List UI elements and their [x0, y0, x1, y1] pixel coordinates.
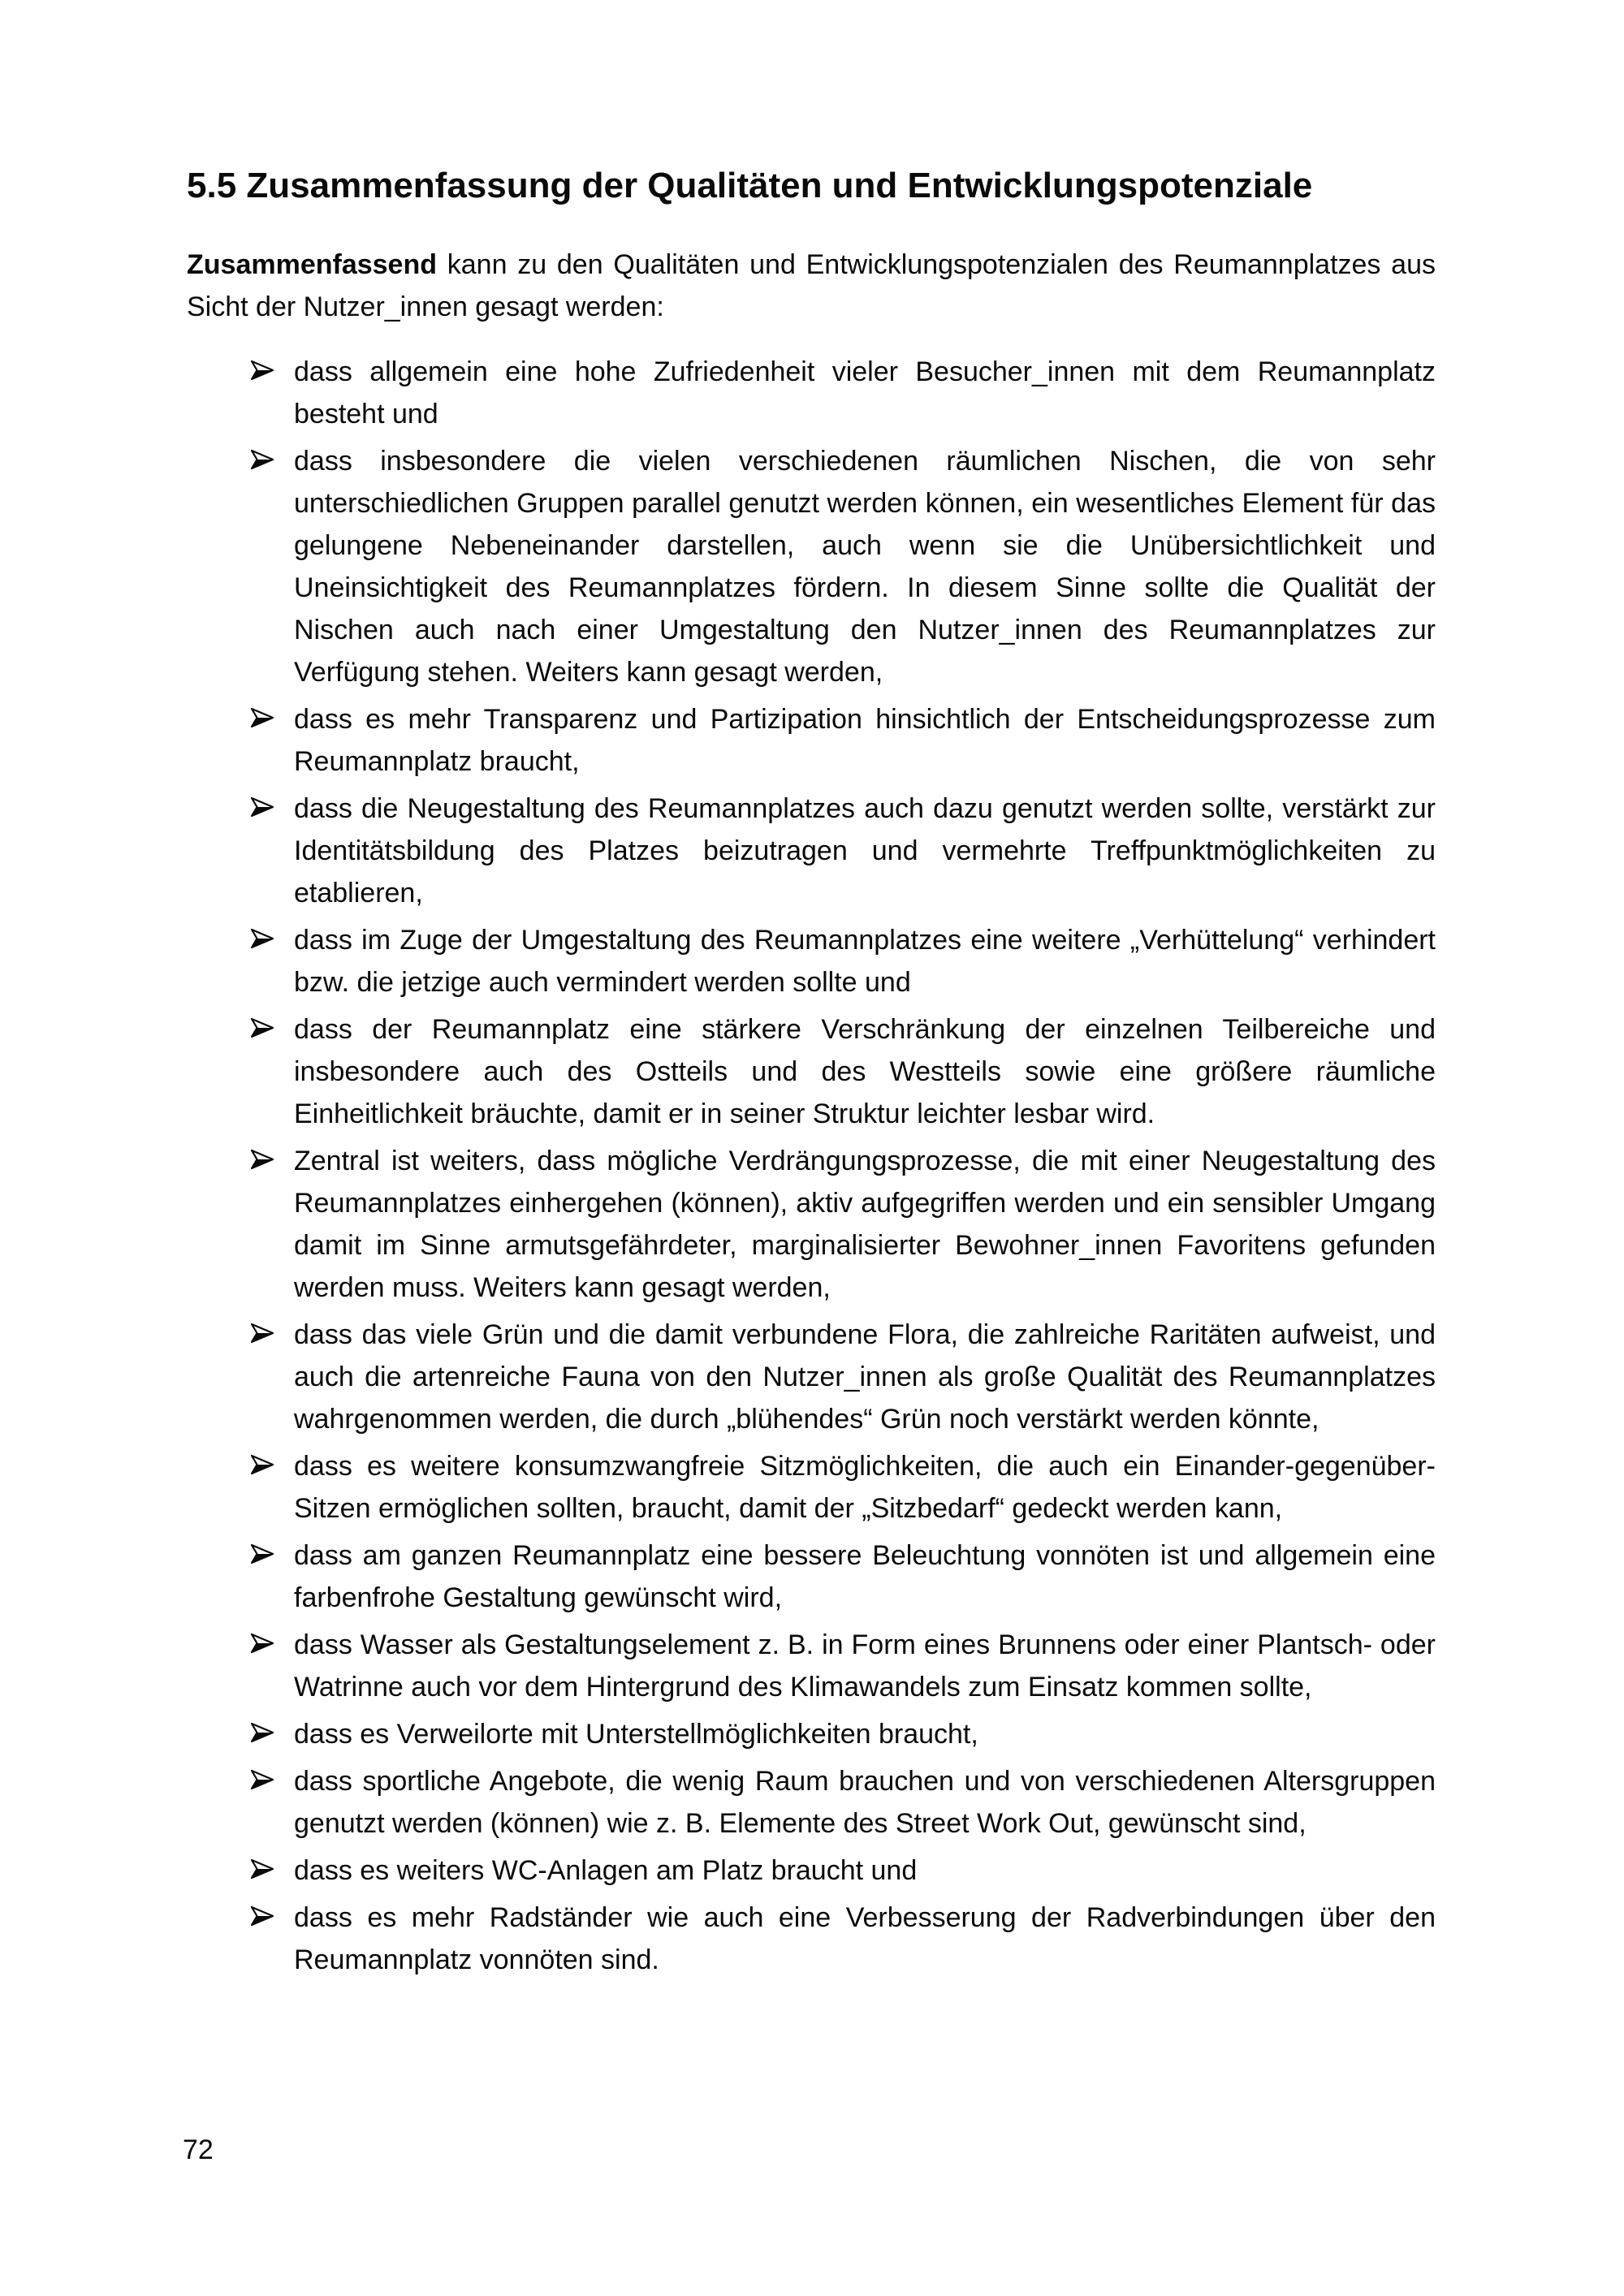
list-item-text: Zentral ist weiters, dass mögliche Verdrängungsprozesse, die mit einer Neugestaltung des Reumannplatzes einhergehen (können), aktiv aufgegriffen werden und ein sensibler Umgang damit im Sinne armutsgefährdeter, marginalisierter Bewohner_innen Favoritens gefunden werden muss. Weiters kann gesagt werden,: [294, 1146, 1436, 1303]
list-item-text: dass allgemein eine hohe Zufriedenheit vieler Besucher_innen mit dem Reumannplatz besteht und: [294, 356, 1436, 429]
list-item-text: dass sportliche Angebote, die wenig Raum brauchen und von verschiedenen Altersgruppen genutzt werden (können) wie z. B. Elemente des Street Work Out, gewünscht sind,: [294, 1766, 1436, 1839]
list-item-text: dass es weitere konsumzwangfreie Sitzmöglichkeiten, die auch ein Einander-gegenüber-Sitzen ermöglichen sollten, braucht, damit der „Sitzbedarf“ gedeckt werden kann,: [294, 1451, 1436, 1524]
list-item: [294, 1713, 1436, 1755]
arrow-bullet-icon: [250, 1543, 274, 1566]
page-number: 72: [183, 2134, 214, 2165]
list-item: [294, 1534, 1436, 1619]
list-item: [294, 919, 1436, 1003]
list-item: [294, 698, 1436, 783]
intro-lead-word: Zusammenfassend: [187, 249, 437, 280]
list-item: [294, 788, 1436, 914]
arrow-bullet-icon: [250, 1722, 274, 1745]
arrow-bullet-icon: [250, 449, 274, 472]
list-item-text: dass es mehr Radständer wie auch eine Verbesserung der Radverbindungen über den Reumannplatz vonnöten sind.: [294, 1902, 1436, 1975]
page-content: [187, 162, 1436, 1986]
arrow-bullet-icon: [250, 1905, 274, 1928]
list-item: [294, 1445, 1436, 1530]
list-item-text: dass es mehr Transparenz und Partizipation hinsichtlich der Entscheidungsprozesse zum Reumannplatz braucht,: [294, 704, 1436, 777]
arrow-bullet-icon: [250, 1454, 274, 1477]
arrow-bullet-icon: [250, 360, 274, 382]
list-item: [294, 440, 1436, 693]
arrow-bullet-icon: [250, 1633, 274, 1655]
list-item: [294, 1760, 1436, 1845]
arrow-bullet-icon: [250, 1017, 274, 1040]
list-item-text: dass der Reumannplatz eine stärkere Verschränkung der einzelnen Teilbereiche und insbesondere auch des Ostteils und des Westteils sowie eine größere räumliche Einheitlichkeit bräuchte, damit er in seiner Struktur leichter lesbar wird.: [294, 1014, 1436, 1129]
arrow-bullet-icon: [250, 928, 274, 951]
list-item-text: dass Wasser als Gestaltungselement z. B. in Form eines Brunnens oder einer Plantsch- oder Watrinne auch vor dem Hintergrund des Klimawandels zum Einsatz kommen sollte,: [294, 1629, 1436, 1703]
list-item: [294, 1140, 1436, 1309]
list-item: [294, 1897, 1436, 1981]
list-item: [294, 1624, 1436, 1708]
list-item-text: dass im Zuge der Umgestaltung des Reumannplatzes eine weitere „Verhüttelung“ verhindert bzw. die jetzige auch vermindert werden sollte und: [294, 925, 1436, 998]
list-item-text: dass am ganzen Reumannplatz eine bessere Beleuchtung vonnöten ist und allgemein eine farbenfrohe Gestaltung gewünscht wird,: [294, 1540, 1436, 1613]
summary-bullet-list: [187, 351, 1436, 1981]
list-item-text: dass insbesondere die vielen verschiedenen räumlichen Nischen, die von sehr unterschiedlichen Gruppen parallel genutzt werden können, ein wesentliches Element für das gelungene Nebeneinander darstellen, auch wenn sie die Unübersichtlichkeit und Uneinsichtigkeit des Reumannplatzes fördern. In diesem Sinne sollte die Qualität der Nischen auch nach einer Umgestaltung den Nutzer_innen des Reumannplatzes zur Verfügung stehen. Weiters kann gesagt werden,: [294, 446, 1436, 688]
list-item: [294, 351, 1436, 435]
intro-text: kann zu den Qualitäten und Entwicklungspotenzialen des Reumannplatzes aus Sicht der Nutzer_innen gesagt werden:: [187, 249, 1436, 322]
arrow-bullet-icon: [250, 796, 274, 819]
list-item-text: dass die Neugestaltung des Reumannplatzes auch dazu genutzt werden sollte, verstärkt zur Identitätsbildung des Platzes beizutragen und vermehrte Treffpunktmöglichkeiten zu etablieren,: [294, 793, 1436, 908]
list-item-text: dass das viele Grün und die damit verbundene Flora, die zahlreiche Raritäten aufweist, und auch die artenreiche Fauna von den Nutzer_innen als große Qualität des Reumannplatzes wahrgenommen werden, die durch „blühendes“ Grün noch verstärkt werden könnte,: [294, 1319, 1436, 1435]
arrow-bullet-icon: [250, 1149, 274, 1172]
list-item: [294, 1849, 1436, 1892]
arrow-bullet-icon: [250, 707, 274, 730]
list-item-text: dass es weiters WC-Anlagen am Platz braucht und: [294, 1855, 918, 1886]
intro-paragraph: [187, 244, 1436, 328]
arrow-bullet-icon: [250, 1858, 274, 1881]
list-item-text: dass es Verweilorte mit Unterstellmöglichkeiten braucht,: [294, 1719, 978, 1750]
arrow-bullet-icon: [250, 1323, 274, 1345]
section-heading: 5.5 Zusammenfassung der Qualitäten und Entwicklungspotenziale: [187, 166, 1313, 205]
list-item: [294, 1008, 1436, 1135]
arrow-bullet-icon: [250, 1769, 274, 1792]
list-item: [294, 1314, 1436, 1440]
